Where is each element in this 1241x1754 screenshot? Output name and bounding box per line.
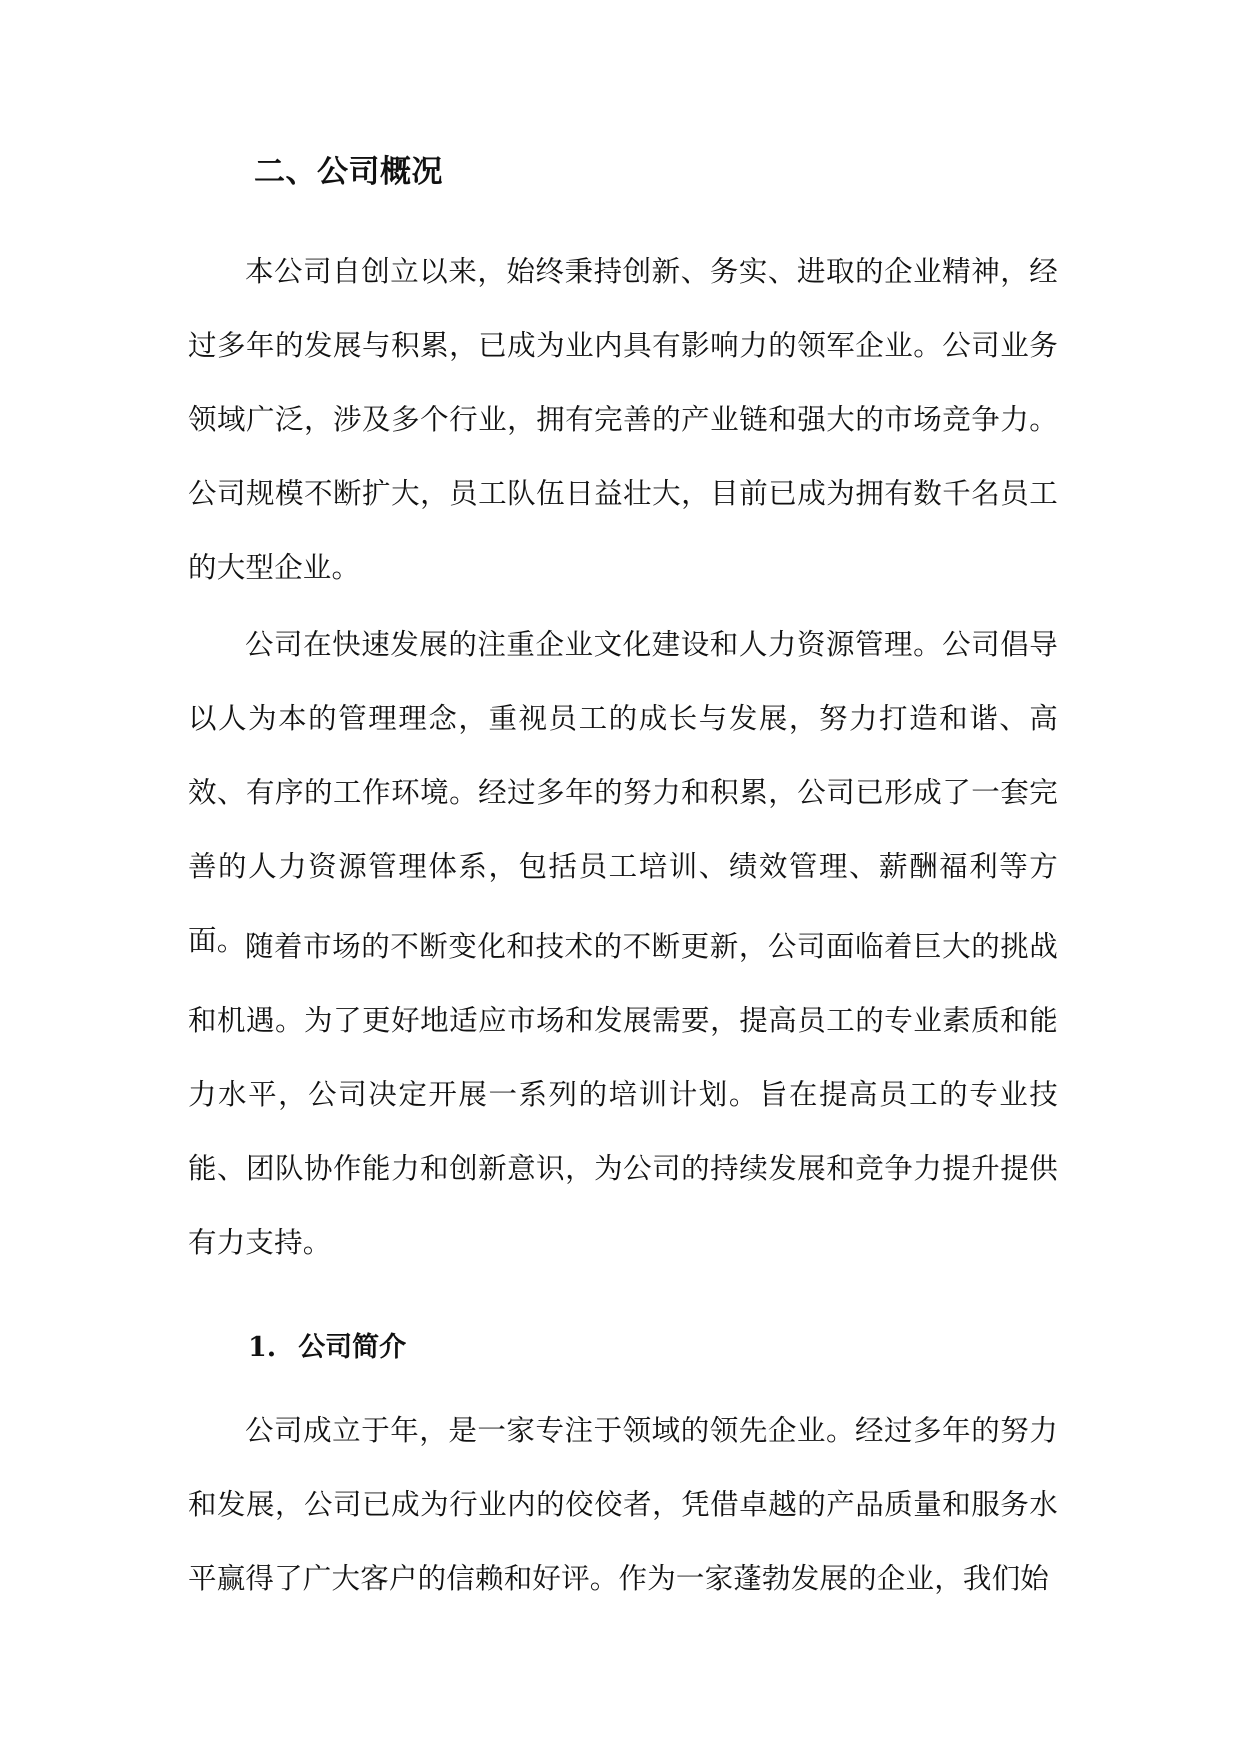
section-heading: 二、公司概况 xyxy=(254,154,443,190)
section-paragraph-1: 本公司自创立以来，始终秉持创新、务实、进取的企业精神，经过多年的发展与积累，已成为业内具有影响力的领军企业。公司业务领域广泛，涉及多个行业，拥有完善的产业链和强大的市场竞争力。公司规模不断扩大，员工队伍日益壮大，目前已成为拥有数千名员工的大型企业。 xyxy=(188,255,1058,584)
subsection-number: 1. xyxy=(248,1332,277,1363)
section-paragraph-3: 随着市场的不断变化和技术的不断更新，公司面临着巨大的挑战和机遇。为了更好地适应市场和发展需要，提高员工的专业素质和能力水平，公司决定开展一系列的培训计划。旨在提高员工的专业技能、团队协作能力和创新意识，为公司的持续发展和竞争力提升提供有力支持。 xyxy=(188,930,1058,1259)
subsection-paragraph-1: 公司成立于年，是一家专注于领域的领先企业。经过多年的努力和发展，公司已成为行业内的佼佼者，凭借卓越的产品质量和服务水平赢得了广大客户的信赖和好评。作为一家蓬勃发展的企业，我们始 xyxy=(188,1414,1058,1595)
subsection-title: 公司简介 xyxy=(298,1332,407,1363)
section-paragraph-2: 公司在快速发展的注重企业文化建设和人力资源管理。公司倡导以人为本的管理理念，重视员工的成长与发展，努力打造和谐、高效、有序的工作环境。经过多年的努力和积累，公司已形成了一套完善的人力资源管理体系，包括员工培训、绩效管理、薪酬福利等方面。 xyxy=(188,628,1058,957)
subsection-heading xyxy=(248,1326,406,1370)
